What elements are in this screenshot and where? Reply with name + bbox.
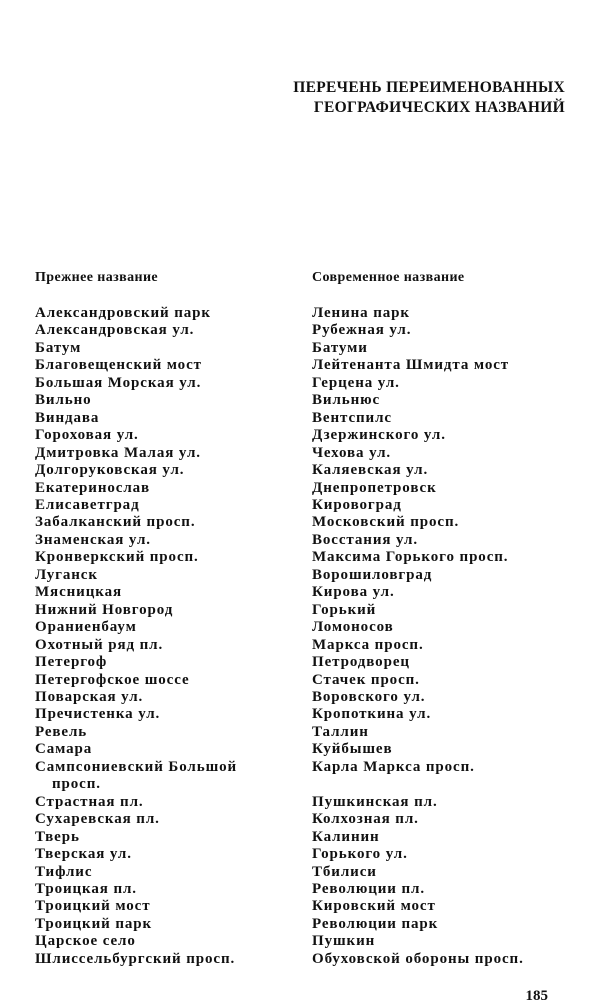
list-item <box>35 672 575 689</box>
page-title <box>293 78 565 118</box>
old-name-cell <box>35 916 312 933</box>
new-name: Горького ул. <box>312 846 408 863</box>
old-name: Охотный ряд пл. <box>35 636 164 653</box>
new-name: Максима Горького просп. <box>312 549 509 566</box>
list-item <box>35 933 575 950</box>
old-name: Шлиссельбургский просп. <box>35 950 236 967</box>
old-name: Елисаветград <box>35 496 140 513</box>
old-name-cell <box>35 584 312 601</box>
old-name-cell <box>35 532 312 549</box>
list-item <box>35 898 575 915</box>
old-name-cell <box>35 514 312 531</box>
old-name-cell <box>35 654 312 671</box>
old-name: Троицкий парк <box>35 915 153 932</box>
old-name: Мясницкая <box>35 584 122 601</box>
old-name-cell <box>35 672 312 689</box>
old-name: Троицкий мост <box>35 898 151 915</box>
list-item <box>35 375 575 392</box>
list-item <box>35 549 575 566</box>
old-name: Виндава <box>35 409 100 426</box>
old-name-cell <box>35 462 312 479</box>
old-name-cell <box>35 445 312 462</box>
new-name: Таллин <box>312 723 369 740</box>
old-name-cell <box>35 864 312 881</box>
list-item <box>35 811 575 828</box>
list-item <box>35 706 575 723</box>
old-name: Ревель <box>35 723 88 740</box>
old-name-cell <box>35 724 312 741</box>
old-name-cell <box>35 689 312 706</box>
old-name-cell <box>35 497 312 514</box>
old-name-cell <box>35 811 312 828</box>
list-item <box>35 619 575 636</box>
new-name: Калинин <box>312 828 380 845</box>
old-name: Долгоруковская ул. <box>35 462 185 479</box>
new-name: Стачек просп. <box>312 671 420 688</box>
new-name: Пушкин <box>312 933 376 950</box>
old-name-cell <box>35 375 312 392</box>
old-name: Александровский парк <box>35 305 211 321</box>
list-item <box>35 392 575 409</box>
list-item <box>35 445 575 462</box>
old-name: Кронверкский просп. <box>35 549 199 566</box>
old-name: Троицкая пл. <box>35 880 137 897</box>
old-name-cell <box>35 881 312 898</box>
old-name-cell <box>35 829 312 846</box>
old-name: Сампсониевский Большой просп. <box>35 758 238 793</box>
old-name: Царское село <box>35 933 136 950</box>
new-name: Чехова ул. <box>312 444 392 461</box>
column-header-new: Современное название <box>312 270 465 285</box>
old-name-cell <box>35 898 312 915</box>
new-name: Горький <box>312 601 377 618</box>
new-name: Кропоткина ул. <box>312 706 432 723</box>
new-name: Ворошиловград <box>312 566 433 583</box>
new-name: Революции парк <box>312 915 439 932</box>
old-name: Петергофское шоссе <box>35 671 190 688</box>
old-name: Тифлис <box>35 863 93 880</box>
new-name: Рубежная ул. <box>312 322 412 339</box>
old-name: Тверская ул. <box>35 846 132 863</box>
new-name: Ломоносов <box>312 619 394 636</box>
new-name: Дзержинского ул. <box>312 427 446 444</box>
list-item <box>35 532 575 549</box>
list-item <box>35 741 575 758</box>
list-item <box>35 724 575 741</box>
old-name-cell <box>35 933 312 950</box>
old-name-cell <box>35 549 312 566</box>
old-name: Луганск <box>35 566 98 583</box>
old-name: Благовещенский мост <box>35 357 202 374</box>
new-name: Кирова ул. <box>312 584 395 601</box>
old-name: Нижний Новгород <box>35 601 174 618</box>
old-name-cell <box>35 619 312 636</box>
old-name-cell <box>35 602 312 619</box>
list-item <box>35 846 575 863</box>
old-name-cell <box>35 706 312 723</box>
list-item <box>35 881 575 898</box>
old-name: Пречистенка ул. <box>35 706 161 723</box>
list-item <box>35 584 575 601</box>
new-name: Пушкинская пл. <box>312 793 438 810</box>
list-item <box>35 410 575 427</box>
new-name: Батуми <box>312 339 368 356</box>
new-name: Каляевская ул. <box>312 462 429 479</box>
list-item <box>35 602 575 619</box>
new-name: Кировоград <box>312 496 402 513</box>
old-name-cell <box>35 794 312 811</box>
old-name-cell <box>35 305 312 322</box>
renamed-names-list <box>35 305 575 968</box>
new-name: Герцена ул. <box>312 374 400 391</box>
list-item <box>35 462 575 479</box>
old-name-cell <box>35 480 312 497</box>
new-name: Лейтенанта Шмидта мост <box>312 357 510 374</box>
list-item <box>35 357 575 374</box>
old-name: Ораниенбаум <box>35 619 137 636</box>
list-item <box>35 322 575 339</box>
new-name: Ленина парк <box>312 305 410 321</box>
old-name: Забалканский просп. <box>35 514 196 531</box>
list-item <box>35 340 575 357</box>
new-name: Обуховской обороны просп. <box>312 950 524 967</box>
old-name: Александровская ул. <box>35 322 195 339</box>
list-item <box>35 305 575 322</box>
old-name-cell <box>35 637 312 654</box>
new-name: Маркса просп. <box>312 636 424 653</box>
old-name: Батум <box>35 339 82 356</box>
list-item <box>35 497 575 514</box>
title-line-2: ГЕОГРАФИЧЕСКИХ НАЗВАНИЙ <box>313 99 565 116</box>
list-item <box>35 427 575 444</box>
page-number: 185 <box>525 988 548 1004</box>
new-name: Революции пл. <box>312 880 425 897</box>
old-name-cell <box>35 846 312 863</box>
list-item <box>35 794 575 811</box>
list-item <box>35 759 575 794</box>
new-name: Вентспилс <box>312 409 392 426</box>
list-item <box>35 829 575 846</box>
old-name-cell <box>35 322 312 339</box>
new-name: Днепропетровск <box>312 479 437 496</box>
new-name: Кировский мост <box>312 898 436 915</box>
list-item <box>35 514 575 531</box>
old-name: Екатеринослав <box>35 479 151 496</box>
list-item <box>35 951 575 968</box>
old-name-cell <box>35 741 312 758</box>
old-name-cell <box>35 392 312 409</box>
old-name: Дмитровка Малая ул. <box>35 444 201 461</box>
old-name-cell <box>35 357 312 374</box>
new-name: Петродворец <box>312 654 410 671</box>
new-name: Колхозная пл. <box>312 811 419 828</box>
list-item <box>35 916 575 933</box>
old-name: Страстная пл. <box>35 793 144 810</box>
old-name: Гороховая ул. <box>35 427 139 444</box>
old-name-cell <box>35 340 312 357</box>
old-name-cell <box>35 427 312 444</box>
old-name-cell <box>35 759 312 794</box>
old-name: Сухаревская пл. <box>35 811 160 828</box>
new-name: Вильнюс <box>312 392 381 409</box>
old-name-cell <box>35 567 312 584</box>
new-name: Воровского ул. <box>312 688 426 705</box>
list-item <box>35 567 575 584</box>
new-name: Восстания ул. <box>312 531 419 548</box>
old-name: Вильно <box>35 392 92 409</box>
list-item <box>35 637 575 654</box>
old-name-cell <box>35 951 312 968</box>
new-name: Тбилиси <box>312 863 377 880</box>
new-name: Московский просп. <box>312 514 460 531</box>
list-item <box>35 864 575 881</box>
list-item <box>35 654 575 671</box>
list-item <box>35 689 575 706</box>
new-name: Карла Маркса просп. <box>312 758 475 775</box>
column-header-old: Прежнее название <box>35 270 159 285</box>
new-name: Куйбышев <box>312 741 393 758</box>
old-name: Петергоф <box>35 654 108 671</box>
list-item <box>35 480 575 497</box>
title-line-1: ПЕРЕЧЕНЬ ПЕРЕИМЕНОВАННЫХ <box>293 79 565 96</box>
old-name-cell <box>35 410 312 427</box>
old-name: Тверь <box>35 828 80 845</box>
old-name: Знаменская ул. <box>35 531 151 548</box>
old-name: Самара <box>35 741 93 758</box>
old-name: Большая Морская ул. <box>35 374 202 391</box>
old-name: Поварская ул. <box>35 688 144 705</box>
